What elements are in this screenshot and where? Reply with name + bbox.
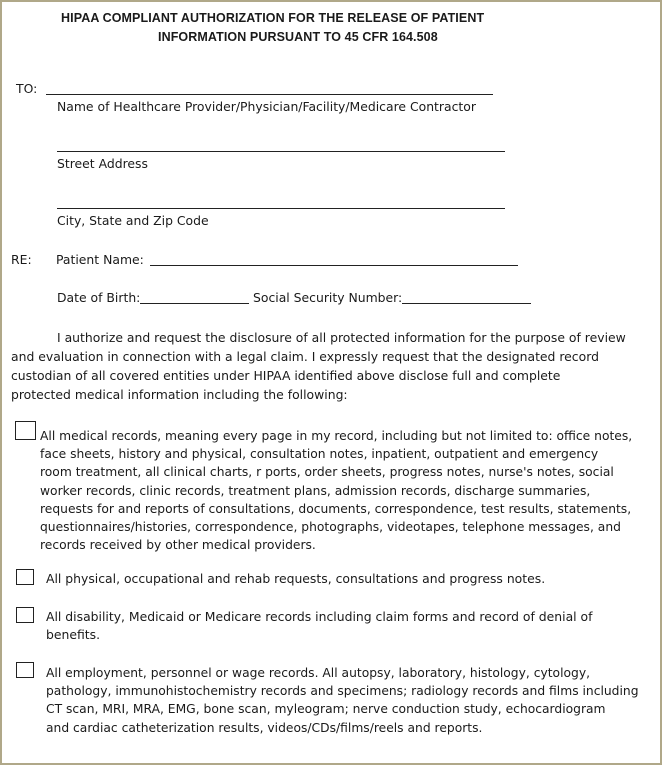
- ssn-label: Social Security Number:: [253, 290, 403, 305]
- ssn-line[interactable]: [402, 303, 531, 304]
- all-medical-records-checkbox[interactable]: [15, 421, 36, 440]
- option-line: and cardiac catheterization results, videos/CDs/films/reels and reports.: [46, 720, 483, 735]
- option-line: All disability, Medicaid or Medicare records including claim forms and record of denial of: [46, 609, 593, 624]
- option-line: All medical records, meaning every page in my record, including but not limited to: office notes,: [40, 429, 633, 443]
- option-line: room treatment, all clinical charts, r ports, order sheets, progress notes, nurse's notes, social: [40, 465, 614, 480]
- re-label: RE:: [11, 252, 32, 267]
- provider-name-line[interactable]: [46, 94, 493, 95]
- option-line: requests for and reports of consultations, documents, correspondence, test results, statements,: [40, 501, 632, 516]
- date-of-birth-label: Date of Birth:: [57, 290, 141, 305]
- option-line: worker records, clinic records, treatment plans, admission records, discharge summaries,: [40, 483, 591, 498]
- authorization-paragraph: [11, 328, 626, 404]
- authorization-line: protected medical information including the following:: [11, 387, 348, 402]
- physical-rehab-text: [46, 570, 545, 588]
- authorization-line: I authorize and request the disclosure of all protected information for the purpose of review: [57, 330, 626, 345]
- option-line: CT scan, MRI, MRA, EMG, bone scan, myleogram; nerve conduction study, echocardiogram: [46, 702, 606, 717]
- all-medical-records-text: [40, 427, 632, 554]
- patient-name-label: Patient Name:: [56, 252, 144, 267]
- street-address-caption: Street Address: [57, 156, 148, 171]
- employment-autopsy-checkbox[interactable]: [16, 662, 34, 678]
- authorization-line: custodian of all covered entities under HIPAA identified above disclose full and complete: [11, 368, 561, 383]
- employment-autopsy-text: [46, 664, 639, 737]
- option-line: pathology, immunohistochemistry records and specimens; radiology records and films including: [46, 684, 639, 699]
- physical-rehab-checkbox[interactable]: [16, 569, 34, 585]
- city-state-zip-caption: City, State and Zip Code: [57, 213, 209, 228]
- to-label: TO:: [16, 81, 38, 96]
- option-line: face sheets, history and physical, consultation notes, inpatient, outpatient and emergency: [40, 447, 599, 462]
- provider-name-caption: Name of Healthcare Provider/Physician/Facility/Medicare Contractor: [57, 99, 476, 114]
- disability-medicaid-text: [46, 608, 593, 644]
- patient-name-line[interactable]: [150, 265, 518, 266]
- authorization-line: and evaluation in connection with a legal claim. I expressly request that the designated record: [11, 349, 599, 364]
- option-line: records received by other medical providers.: [40, 538, 316, 553]
- option-line: All employment, personnel or wage records. All autopsy, laboratory, histology, cytology,: [46, 666, 591, 680]
- city-state-zip-line[interactable]: [57, 208, 505, 209]
- disability-medicaid-checkbox[interactable]: [16, 607, 34, 623]
- option-line: All physical, occupational and rehab requests, consultations and progress notes.: [46, 571, 546, 586]
- form-title-line-2: INFORMATION PURSUANT TO 45 CFR 164.508: [158, 30, 438, 44]
- form-title-line-1: HIPAA COMPLIANT AUTHORIZATION FOR THE RELEASE OF PATIENT: [61, 11, 485, 25]
- option-line: benefits.: [46, 627, 101, 643]
- street-address-line[interactable]: [57, 151, 505, 152]
- date-of-birth-line[interactable]: [140, 303, 249, 304]
- option-line: questionnaires/histories, correspondence, photographs, videotapes, telephone messages, and: [40, 519, 621, 534]
